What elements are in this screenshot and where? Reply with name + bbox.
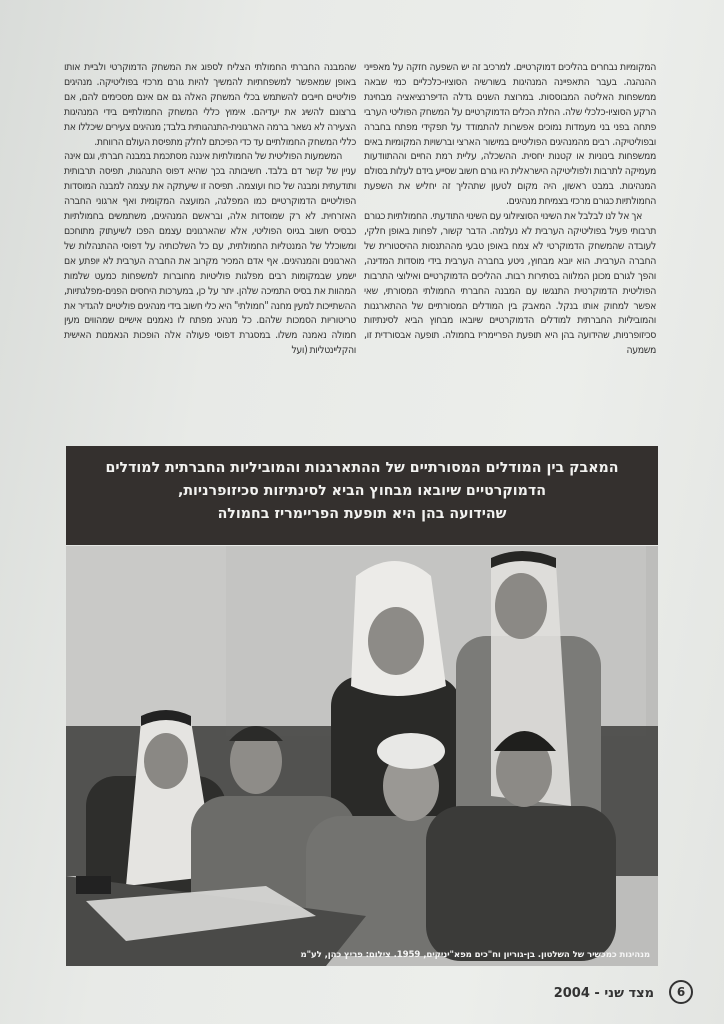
historical-group-photo	[66, 546, 658, 966]
pull-quote-banner	[66, 446, 658, 545]
pull-quote-line: שהידועה בהן היא תופעת הפריימריז בחמולה	[217, 506, 507, 522]
photo-caption: מנהיגות כמכשיר של השלטון. בן-גוריון וח"כים מפא"יניקים, 1959. צילום: פריץ כהן, לע"מ	[300, 950, 650, 960]
paragraph: שהמבנה החברתי החמולתי הצליח לספוג את המשחק הדמוקרטי ולביית אותו באופן שמאפשר למשפחתיות להמשיך להיות גורם מרכזי בפוליטיקה. מנהיגים פוליטיים חייבים להשתמש בכלי המשחק האלה גם אם אינם מסכימים להם, אם ברצונם להשיג את יעדיהם. אימוץ כללי המשחק החמולתיים בידי המנהיגות הצעירה לא נשאר ברמה הארגונית-התנהגותית בלבד; מנהיגים צעירים שיכללו את כללי המשחק החמולתיים עד כדי הפיכתם לחלק מתפיסת העולם הרווחת.	[64, 61, 356, 148]
article-column-right	[364, 60, 656, 358]
page-number-badge: 6	[669, 980, 693, 1004]
photo-ashtray	[76, 876, 111, 894]
publication-footer: מצד שני - 2004	[553, 986, 654, 1001]
pull-quote-line: הדמוקרטיים שיובאו מבחוץ הביא לסינתיזות סכיזופרניות,	[177, 483, 547, 499]
pull-quote-line: המאבק בין המודלים המסורתיים של ההתארגנות והמוביליות החברתית למודלים	[105, 460, 619, 476]
paragraph: אך אל לנו לבלבל את השינוי הסוציולוגי עם השינוי התודעתי. החמולתיות כגורם תרבותי פעיל בפוליטיקה הערבית לא נעלמה. הדבר קשור, לפחות באופן חלקי, לעובדה שהמשחק הדמוקרטי לא צמח באופן טבעי מההתנסות ההיסטורית של החברה הערבית. הוא יובא מבחוץ, ניטע בחברה הערבית בידי מוסדות המדינה, והפך לגורם מכונן המלווה בסתירות רבות. ההליכים הדמוקרטיים ואילוצי התרבות הפוליטית הדמוקרטית התנגשו עם המבנה החברתי החמולתי המסורתי, שאי אפשר למחוק אותו בנקל. המאבק בין המודלים המסורתיים של ההתארגנות והמוביליות החברתית למודלים הדמוקרטיים שיובאו מבחוץ הביא לסינתיזות סכיזופרניות, שהידועה בהן היא תופעת הפריימריז בחמולה. תופעה אבסורדית זו, משמעה	[364, 210, 656, 357]
photo-wall-panel	[66, 546, 226, 726]
paragraph: המשמעות הפוליטית של החמולתיות איננה מסתכמת במבנה חברתי, וגם אינה עניין של קשר דם בלבד. חשיבותה בכך שהיא דפוס התנהגות, תפיסה תרבותית ותודעתית ומבנה של כוח ועוצמה. תפיסה זו שיעתקה את עצמה למבנה המוסדות הפוליטיים הדמוקרטיים כמו המפלגה, המועצה המקומית ואף ארגוני החברה האזרחית. לא רק שמוסדות אלה, ובראשם המנהיגים, משתמשים בחמולתיות כבסיס חשוב בגיוס הפוליטי, אלא שהארגונים עצמם הפכו לשיעתוק מתוחכם ומשוכלל של המנטליות החמולתית, עם כל השלכותיה על דפוסי ההתנהלות של הארגונים והמנהיגים. אף אדם המכיר מקרוב את החברה הערבית לא יופתע אם ישמע שבמקומות רבים מפלגות פוליטיות מחוברות למשפחות כמעט שלמות המהוות את בסיס התמיכה שלהן. יתר על כן, במערכות היחסים הפנים-מפלגתיות, ההשתייכות למעין מחנה "חמולתי" היא כלי חשוב בידי מנהיגים פוליטיים להגדיר את טריטוריות הסמכות שלהם. כל מנהיג מפתח לו נאמנים אישיים שמהווים מעין חמולה נאמנה משלו. במסגרת דפוסי פעולה אלה הופכות הנאמנות האישית והקליינטליות (ועל	[64, 150, 356, 357]
paragraph: המקומיות נבחרים בהליכים דמוקרטיים. למרכיב זה יש השפעה חזקה על מאפייני ההנהגה. בעבר התאפיינה המנהיגות בשורשיה הסוציו-כלכליים כמי שבאה ממשפחות האליטה המבוססות. במרוצת השנים גדלה הדיפרנציאציה מבחינת הרקע הסוציו-כלכלי שלה. החלת הכלים הדמוקרטיים על המשחק הפוליטי הערבי פתחה בפני בני מעמדות נמוכים אפשרות להתמודד על תפקידי מפתח בחברה ובפוליטיקה. רבים מהמנהיגים הפוליטיים במישור הארצי וברשויות המקומיות באים ממשפחות בינוניות או קטנות יחסית. ההשכלה, עליית רמת החיים וההתוודעות מעמיקה לתרבות ולפוליטיקה הישראלית היו גורם חשוב שסייע בידם לעלות בסולם המנהיגות. במבט ראשון, היה מקום לטעון שתהליך זה יחליש את השפעת החמולתיות כגורם מרכזי בצמיחת מנהיגים.	[364, 61, 656, 208]
article-column-left	[64, 60, 356, 358]
photo-illustration	[66, 546, 658, 966]
